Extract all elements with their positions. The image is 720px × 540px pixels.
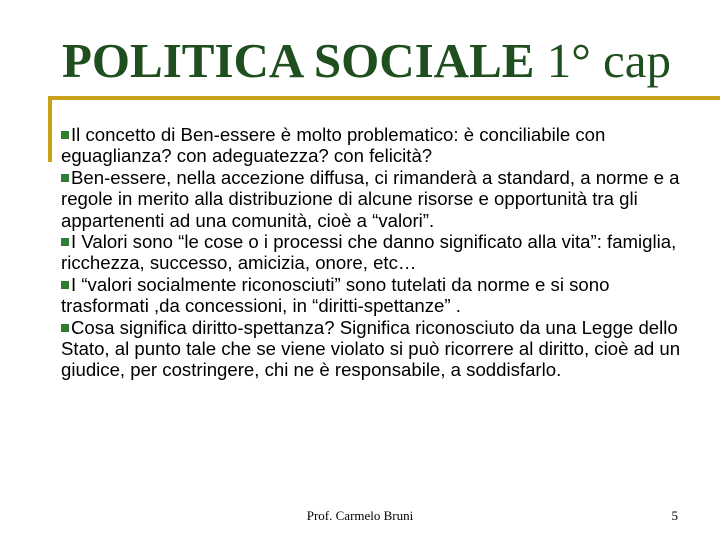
bullet-item [61,274,701,317]
page-number: 5 [671,508,678,523]
square-bullet-icon [61,174,69,182]
bullet-text: Cosa significa diritto-spettanza? Significa riconosciuto da una Legge dello Stato, al punto tale che se viene violato si può ricorrere al diritto, cioè ad un giudice, per costringere, chi ne è responsabile, a soddisfarlo. [61,316,681,381]
title-side-rule [48,96,52,162]
slide-title [62,28,671,94]
title-underline-rule [48,96,720,100]
square-bullet-icon [61,238,69,246]
bullet-text: Ben-essere, nella accezione diffusa, ci rimanderà a standard, a norme e a regole in merito alla distribuzione di alcune risorse e opportunità tra gli appartenenti ad una comunità, cioè a “valori”. [61,166,680,231]
bullet-list [61,124,701,381]
bullet-item [61,167,701,231]
bullet-text: Il concetto di Ben-essere è molto problematico: è conciliabile con eguaglianza? con adeguatezza? con felicità? [61,124,606,167]
bullet-item [61,317,701,381]
slide-title-main: POLITICA SOCIALE [62,33,535,88]
bullet-item [61,124,701,167]
square-bullet-icon [61,281,69,289]
footer-author: Prof. Carmelo Bruni [306,508,414,523]
square-bullet-icon [61,324,69,332]
bullet-text: I “valori socialmente riconosciuti” sono tutelati da norme e si sono trasformati ,da concessioni, in “diritti-spettanze” . [61,273,610,317]
bullet-item [61,231,701,274]
bullet-text: I Valori sono “le cose o i processi che danno significato alla vita”: famiglia, ricchezza, successo, amicizia, onore, etc… [61,231,677,274]
slide-title-chapter: 1° cap [534,33,672,88]
square-bullet-icon [61,131,69,139]
